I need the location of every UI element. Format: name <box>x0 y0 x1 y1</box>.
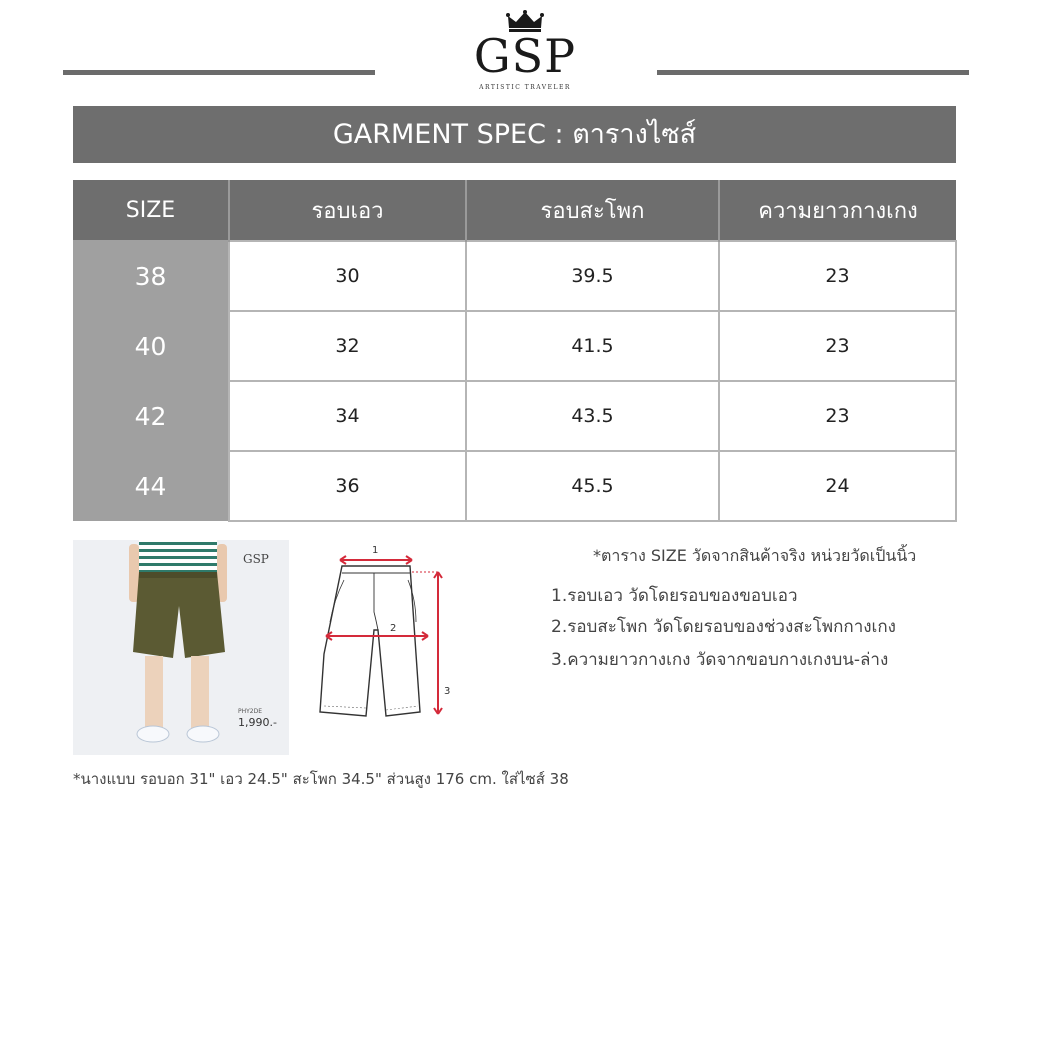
waist-cell: 32 <box>229 311 466 381</box>
note-item-waist: 1.รอบเอว วัดโดยรอบของขอบเอว <box>551 586 798 606</box>
note-item-length: 3.ความยาวกางเกง วัดจากขอบกางเกงบน-ล่าง <box>551 650 889 670</box>
hip-cell: 45.5 <box>466 451 719 521</box>
product-photo <box>73 540 289 755</box>
model-note: *นางแบบ รอบอก 31" เอว 24.5" สะโพก 34.5" ส่วนสูง 176 cm. ใส่ไซส์ 38 <box>73 770 569 788</box>
column-header-waist: รอบเอว <box>229 180 466 241</box>
header-rule-left <box>63 70 375 75</box>
size-cell: 40 <box>73 311 229 381</box>
length-cell: 24 <box>719 451 956 521</box>
garment-spec-banner: GARMENT SPEC : ตารางไซส์ <box>73 106 956 163</box>
table-header-row <box>73 180 956 241</box>
column-header-length: ความยาวกางเกง <box>719 180 956 241</box>
hip-cell: 39.5 <box>466 241 719 311</box>
table-row <box>73 241 956 311</box>
length-cell: 23 <box>719 381 956 451</box>
photo-brand-logo: GSP <box>243 552 269 566</box>
size-table <box>73 180 957 522</box>
hip-cell: 41.5 <box>466 311 719 381</box>
table-row <box>73 311 956 381</box>
column-header-hip: รอบสะโพก <box>466 180 719 241</box>
length-cell: 23 <box>719 241 956 311</box>
size-cell: 38 <box>73 241 229 311</box>
logo-wordmark: GSP <box>473 29 577 83</box>
diagram-label-2: 2 <box>390 623 397 634</box>
brand-logo <box>470 10 580 94</box>
measurement-diagram <box>316 540 466 725</box>
header-rule-right <box>657 70 969 75</box>
column-header-size: SIZE <box>73 180 229 241</box>
waist-cell: 36 <box>229 451 466 521</box>
product-price: 1,990.- <box>238 716 277 729</box>
waist-cell: 34 <box>229 381 466 451</box>
table-row <box>73 451 956 521</box>
shorts-diagram <box>316 540 466 725</box>
hip-cell: 43.5 <box>466 381 719 451</box>
diagram-label-1: 1 <box>372 545 379 556</box>
size-cell: 42 <box>73 381 229 451</box>
length-cell: 23 <box>719 311 956 381</box>
table-row <box>73 381 956 451</box>
diagram-label-3: 3 <box>444 686 451 697</box>
size-cell: 44 <box>73 451 229 521</box>
product-code: PHY2DE <box>238 708 263 715</box>
logo-tagline: ARTISTIC TRAVELER <box>479 84 571 91</box>
note-item-hip: 2.รอบสะโพก วัดโดยรอบของช่วงสะโพกกางเกง <box>551 617 896 637</box>
waist-cell: 30 <box>229 241 466 311</box>
notes-header: *ตาราง SIZE วัดจากสินค้าจริง หน่วยวัดเป็นนิ้ว <box>593 546 917 565</box>
